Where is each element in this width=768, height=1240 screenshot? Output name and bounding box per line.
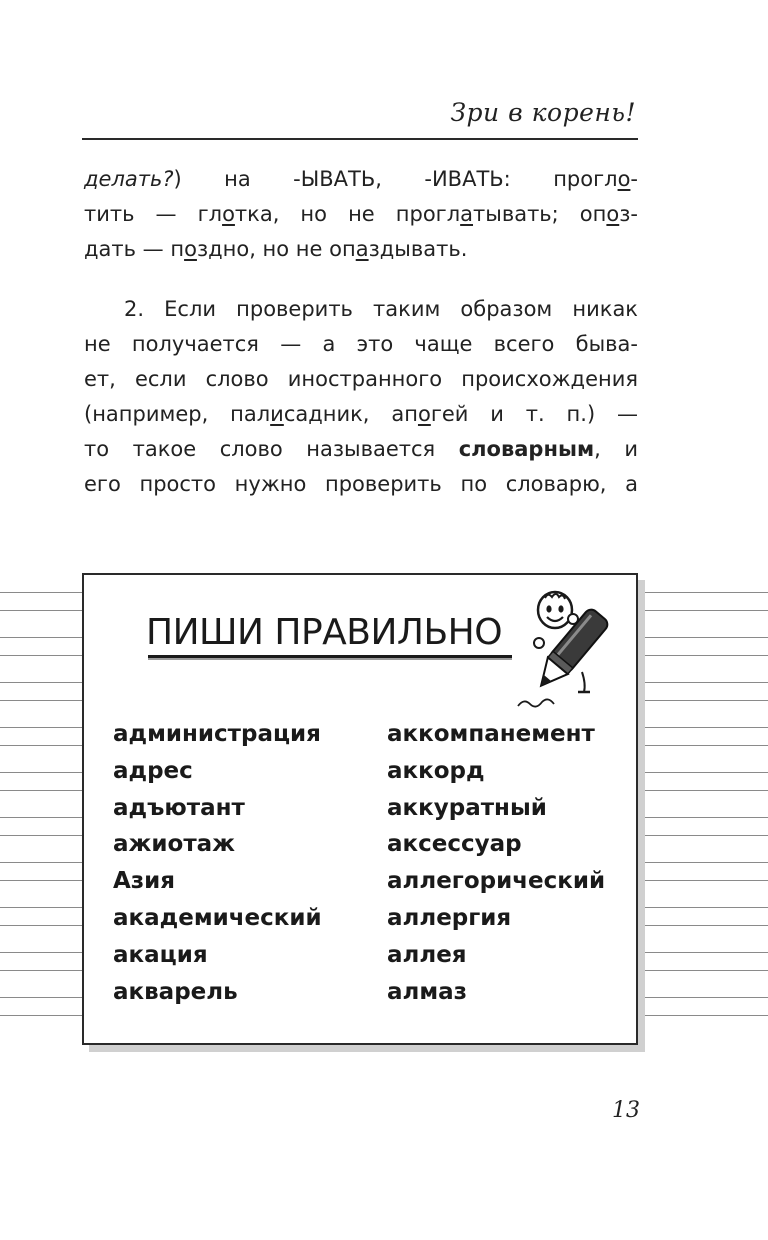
- text-run: садник, ап: [283, 402, 418, 426]
- ruled-line: [638, 952, 768, 953]
- ruled-line: [638, 925, 768, 926]
- dictionary-word: аксессуар: [387, 831, 522, 858]
- ruled-line: [638, 790, 768, 791]
- ruled-line: [0, 682, 82, 683]
- dictionary-word: акварель: [113, 978, 238, 1005]
- running-head-title: Зри в корень!: [450, 98, 636, 127]
- text-run: тить — гл: [84, 202, 223, 226]
- pencil-character-icon: [512, 588, 622, 712]
- ruled-line: [638, 610, 768, 611]
- dictionary-word: ажиотаж: [113, 831, 236, 858]
- text-run: ) на -ЫВАТЬ, -ИВАТЬ: прогл: [173, 167, 618, 191]
- dictionary-word: администрация: [113, 721, 321, 747]
- ruled-line: [638, 700, 768, 701]
- paragraph-2-line-5: [84, 432, 638, 467]
- ruled-line: [0, 1015, 82, 1016]
- text-run: здывать.: [368, 237, 468, 261]
- word-list-right: [387, 716, 605, 1010]
- ruled-line: [638, 907, 768, 908]
- paragraph-1: [84, 162, 638, 267]
- dictionary-word: акация: [113, 941, 208, 968]
- paragraph-2-line-1: 2. Если проверить таким образом никак: [124, 297, 638, 321]
- ruled-line: [638, 835, 768, 836]
- dictionary-word: адъютант: [113, 794, 245, 821]
- ruled-line: [638, 682, 768, 683]
- underlined-vowel: о: [617, 167, 631, 191]
- paragraph-2: [84, 292, 638, 502]
- paragraph-1-line-3: [84, 232, 638, 267]
- ruled-line: [0, 637, 82, 638]
- ruled-line: [0, 880, 82, 881]
- underlined-vowel: о: [606, 202, 620, 226]
- underlined-vowel: и: [270, 402, 284, 426]
- ruled-line: [0, 610, 82, 611]
- paragraph-1-line-2: [84, 197, 638, 232]
- ruled-line: [638, 880, 768, 881]
- underlined-vowel: а: [355, 237, 369, 261]
- text-run: з-: [619, 202, 638, 226]
- underlined-vowel: о: [184, 237, 197, 261]
- dictionary-word: аллергия: [387, 904, 512, 931]
- ruled-line: [0, 790, 82, 791]
- ruled-line: [638, 772, 768, 773]
- ruled-line: [0, 727, 82, 728]
- dictionary-word: адрес: [113, 757, 193, 784]
- bold-term: словарным: [458, 437, 595, 461]
- paragraph-2-line-3: ет, если слово иностранного происхождения: [84, 367, 638, 391]
- ruled-line: [0, 772, 82, 773]
- text-run: то такое слово называется: [84, 437, 459, 461]
- italic-word: делать?: [84, 167, 174, 191]
- underlined-vowel: а: [460, 202, 474, 226]
- ruled-line: [0, 907, 82, 908]
- ruled-line: [638, 655, 768, 656]
- running-head: [82, 96, 638, 140]
- underlined-vowel: о: [222, 202, 235, 226]
- ruled-line: [0, 970, 82, 971]
- paragraph-1-line-1: [84, 162, 638, 197]
- title-underline: [148, 655, 512, 658]
- ruled-line: [638, 727, 768, 728]
- ruled-line: [0, 700, 82, 701]
- dictionary-word: алмаз: [387, 978, 468, 1005]
- ruled-line: [0, 835, 82, 836]
- ruled-line: [0, 745, 82, 746]
- ruled-line: [638, 862, 768, 863]
- page-number: 13: [612, 1098, 640, 1123]
- ruled-line: [638, 592, 768, 593]
- text-run: -: [630, 167, 638, 191]
- ruled-line: [0, 592, 82, 593]
- dictionary-word: аллегорический: [387, 868, 606, 895]
- dictionary-word: аллея: [387, 941, 467, 968]
- text-run: здно, но не оп: [196, 237, 356, 261]
- ruled-line: [638, 637, 768, 638]
- ruled-line: [638, 997, 768, 998]
- ruled-line: [0, 997, 82, 998]
- dictionary-word: академический: [113, 904, 322, 931]
- ruled-line: [0, 862, 82, 863]
- ruled-line: [0, 655, 82, 656]
- title-underline-shadow: [148, 658, 512, 660]
- underlined-vowel: о: [417, 402, 431, 426]
- dictionary-word: Азия: [113, 868, 176, 895]
- ruled-line: [638, 970, 768, 971]
- word-list-left: [113, 716, 322, 1010]
- text-run: тывать; оп: [473, 202, 607, 226]
- ruled-line: [0, 817, 82, 818]
- dictionary-word: аккомпанемент: [387, 721, 595, 747]
- text-run: дать — п: [84, 237, 185, 261]
- ruled-line: [0, 952, 82, 953]
- paragraph-2-line-4: [84, 397, 638, 432]
- ruled-line: [638, 817, 768, 818]
- ruled-line: [638, 1015, 768, 1016]
- ruled-line: [0, 925, 82, 926]
- ruled-line: [638, 745, 768, 746]
- text-run: тка, но не прогл: [234, 202, 461, 226]
- text-run: , и: [594, 437, 638, 461]
- dictionary-word: аккорд: [387, 757, 485, 784]
- paragraph-2-line-6: его просто нужно проверить по словарю, а: [84, 472, 638, 496]
- dictionary-word: аккуратный: [387, 794, 547, 821]
- text-run: (например, пал: [84, 402, 271, 426]
- text-run: гей и т. п.) —: [430, 402, 638, 426]
- paragraph-2-line-2: не получается — а это чаще всего быва-: [84, 332, 638, 356]
- box-title: ПИШИ ПРАВИЛЬНО: [146, 612, 503, 653]
